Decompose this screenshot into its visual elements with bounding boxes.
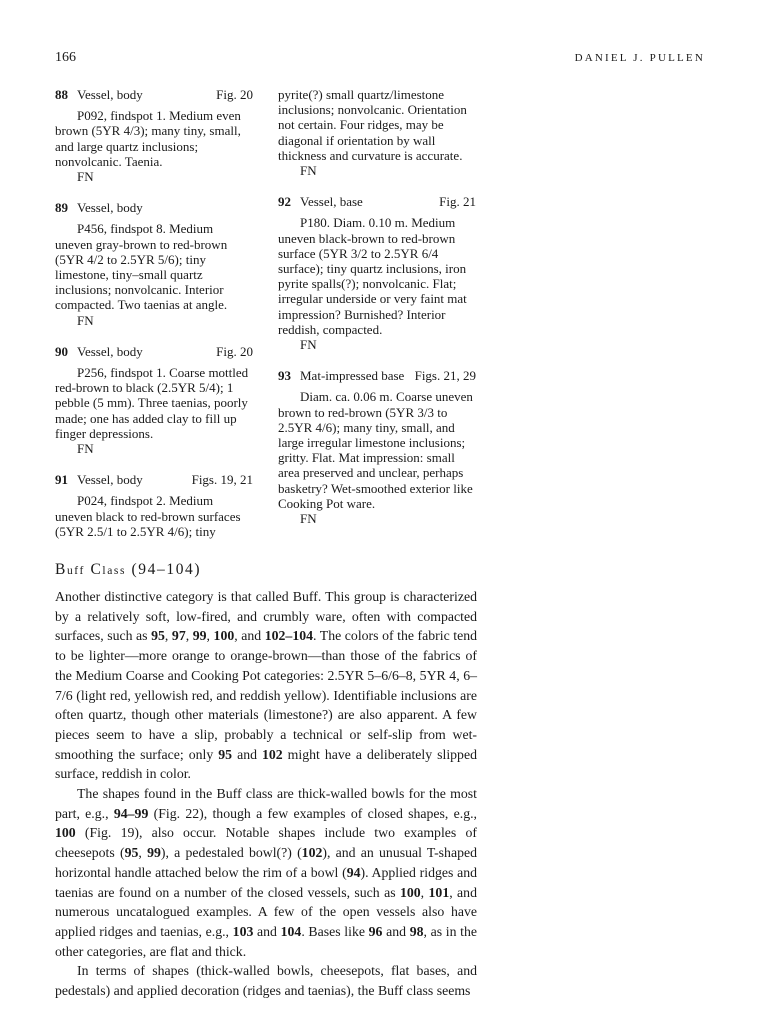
section-heading (55, 561, 201, 579)
entry-fn: FN (300, 163, 317, 179)
entry-description: P180. Diam. 0.10 m. Medium uneven black-brown to red-brown surface (5YR 3/2 to 2.5YR 6/4 surface); tiny quartz inclusions, iron pyrite spalls(?); nonvolcanic. Flat; irregular underside or very faint mat impression? Burnished? Interior reddish, compacted. (278, 215, 467, 337)
entry-title: Vessel, base (300, 194, 363, 210)
entry-fn: FN (77, 441, 94, 457)
entry-heading (55, 344, 253, 359)
entry-number: 89 (55, 200, 68, 216)
entry-title: Vessel, body (77, 200, 143, 216)
entry-heading (55, 200, 253, 215)
entry-number: 91 (55, 472, 68, 488)
catalogue-column-left (55, 87, 253, 555)
entry-description: P024, findspot 2. Medium uneven black to red-brown surfaces (5YR 2.5/1 to 2.5YR 4/6); tiny (55, 493, 241, 539)
entry-continuation (278, 87, 476, 178)
entry-heading (278, 194, 476, 209)
paragraph: The shapes found in the Buff class are thick-walled bowls for the most part, e.g., 94–99 (Fig. 22), though a few examples of closed shapes, e.g., 100 (Fig. 19), also occur. Notable shapes include two examples of cheesepots (95, 99), a pedestaled bowl(?) (102), and an unusual T-shaped horizontal handle attached below the rim of a bowl (94). Applied ridges and taenias are found on a number of the closed vessels, such as 100, 101, and numerous uncatalogued examples. A few of the open vessels also have applied ridges and taenias, e.g., 103 and 104. Bases like 96 and 98, as in the other categories, are flat and thick. (55, 786, 478, 959)
heading-smallcaps: lass (102, 565, 127, 577)
paragraph: In terms of shapes (thick-walled bowls, cheesepots, flat bases, and pedestals) and applied decoration (ridges and taenias), the Buff class seems (55, 963, 477, 999)
entry-figure-ref: Fig. 20 (216, 343, 253, 359)
entry-fn: FN (300, 511, 317, 527)
entry-title: Vessel, body (77, 87, 143, 102)
entry-fn: FN (77, 312, 94, 328)
entry-figure-ref: Fig. 21 (439, 194, 476, 210)
catalogue-entry (55, 344, 253, 456)
entry-figure-ref: Figs. 21, 29 (414, 368, 476, 384)
continuation-text: pyrite(?) small quartz/limestone inclusions; nonvolcanic. Orientation not certain. Four ridges, may be diagonal if orientation by wall thickness and curvature is accurate. (278, 87, 467, 163)
catalogue-entry (55, 87, 253, 184)
entry-description: P456, findspot 8. Medium uneven gray-brown to red-brown (5YR 4/2 to 2.5YR 5/6); tiny limestone, tiny–small quartz inclusions; nonvolcanic. Interior compacted. Two taenias at angle. (55, 221, 228, 313)
entry-description: Diam. ca. 0.06 m. Coarse uneven brown to red-brown (5YR 3/3 to 2.5YR 4/6); many tiny, small, and large irregular limestone inclusions; gritty. Flat. Mat impression: small area preserved and unclear, perhaps basketry? Wet-smoothed exterior like Cooking Pot ware. (278, 389, 473, 511)
running-header (55, 50, 705, 70)
catalogue-column-right (278, 87, 476, 542)
body-text (55, 587, 477, 1001)
entry-figure-ref: Fig. 20 (216, 87, 253, 102)
entry-fn: FN (77, 169, 94, 185)
entry-title: Vessel, body (77, 343, 143, 359)
entry-heading (55, 87, 253, 102)
entry-description: P092, findspot 1. Medium even brown (5YR 4/3); many tiny, small, and large quartz inclusions; nonvolcanic. Taenia. (55, 108, 241, 169)
catalogue-entry (278, 194, 476, 352)
catalogue-entry (278, 368, 476, 526)
entry-figure-ref: Figs. 19, 21 (191, 472, 253, 488)
page-number: 166 (55, 50, 76, 65)
running-head-author: DANIEL J. PULLEN (574, 52, 705, 64)
heading-initial: B (55, 561, 67, 578)
heading-smallcaps: uff (66, 565, 85, 577)
entry-number: 93 (278, 368, 291, 384)
entry-number: 92 (278, 194, 291, 210)
entry-number: 90 (55, 343, 68, 359)
entry-title: Vessel, body (77, 472, 143, 488)
paragraph: Another distinctive category is that called Buff. This group is characterized by a relatively soft, low-fired, and crumbly ware, often with compacted surfaces, such as 95, 97, 99, 100, and 102–104. The colors of the fabric tend to be lighter—more orange to orange-brown—than those of the fabrics of the Medium Coarse and Cooking Pot categories: 2.5YR 5–6/6–8, 5YR 4, 6–7/6 (light red, yellowish red, and reddish yellow). Identifiable inclusions are often quartz, though other materials (limestone?) are also apparent. A few pieces seem to have a slip, probably a technical or self-slip from wet-smoothing the surface; only 95 and 102 might have a deliberately slipped surface, reddish in color. (55, 589, 478, 782)
entry-number: 88 (55, 87, 68, 102)
catalogue-entry (55, 200, 253, 328)
entry-title: Mat-impressed base (300, 368, 405, 384)
heading-initial: C (90, 561, 103, 578)
entry-heading (55, 472, 253, 487)
heading-range: (94–104) (131, 561, 202, 578)
catalogue-entry (55, 472, 253, 539)
entry-fn: FN (300, 337, 317, 353)
entry-description: P256, findspot 1. Coarse mottled red-brown to black (2.5YR 5/4); 1 pebble (5 mm). Three taenias, poorly made; one has added clay to fill up finger depressions. (55, 365, 249, 441)
entry-heading (278, 368, 476, 383)
